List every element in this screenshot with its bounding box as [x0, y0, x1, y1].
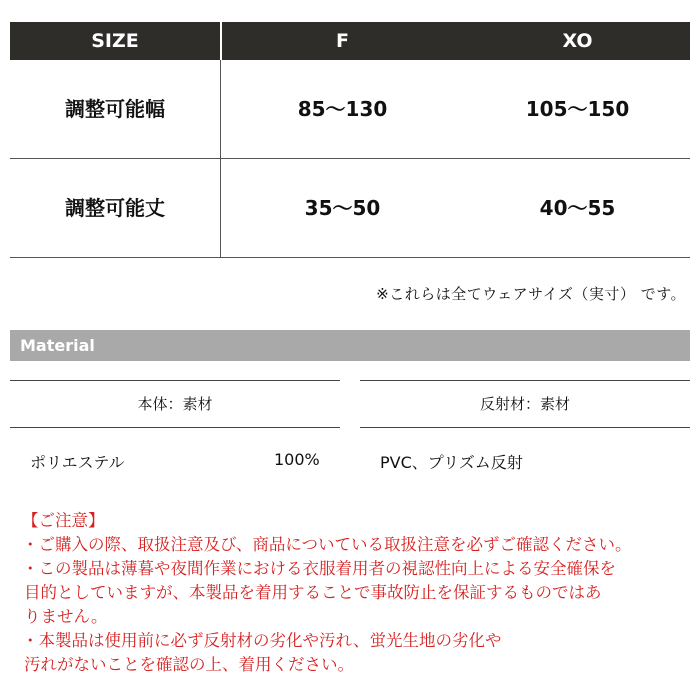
caution-line: 目的としていますが、本製品を着用することで事故防止を保証するものではあ — [24, 583, 602, 602]
row-label: 調整可能幅 — [65, 97, 165, 121]
caution-line: ・この製品は薄暮や夜間作業における衣服着用者の視認性向上による安全確保を — [22, 559, 616, 578]
material-body-header: 本体：素材 — [10, 380, 340, 428]
caution-line: りません。 — [24, 607, 108, 626]
caution-line: ・本製品は使用前に必ず反射材の劣化や汚れ、蛍光生地の劣化や — [22, 631, 502, 650]
material-reflector-value: PVC、プリズム反射 — [380, 453, 523, 472]
table-row — [10, 60, 690, 159]
material-body — [10, 380, 340, 472]
row-value-xo: 105〜150 — [525, 97, 630, 121]
header-size: SIZE — [91, 30, 139, 52]
header-divider — [220, 22, 222, 60]
row-value-f: 35〜50 — [304, 196, 381, 220]
row-value-f: 85〜130 — [297, 97, 388, 121]
table-row — [10, 159, 690, 258]
material-body-name: ポリエステル — [30, 453, 125, 472]
caution-block — [22, 509, 632, 677]
header-f: F — [336, 30, 349, 52]
size-note: ※これらは全てウェアサイズ（実寸） です。 — [376, 285, 686, 303]
row-value-xo: 40〜55 — [539, 196, 616, 220]
header-xo: XO — [562, 30, 593, 52]
caution-line: 汚れがないことを確認の上、着用ください。 — [24, 655, 354, 674]
caution-line: ・ご購入の際、取扱注意及び、商品についている取扱注意を必ずご確認ください。 — [22, 535, 632, 554]
material-body-percent: 100% — [274, 450, 320, 469]
material-reflector — [360, 380, 690, 472]
size-table-body — [10, 60, 690, 258]
row-label: 調整可能丈 — [65, 196, 165, 220]
size-table — [10, 22, 690, 258]
material-section-title: Material — [10, 330, 690, 361]
caution-title: 【ご注意】 — [22, 511, 105, 530]
material-reflector-header: 反射材：素材 — [360, 380, 690, 428]
size-table-header — [10, 22, 690, 60]
